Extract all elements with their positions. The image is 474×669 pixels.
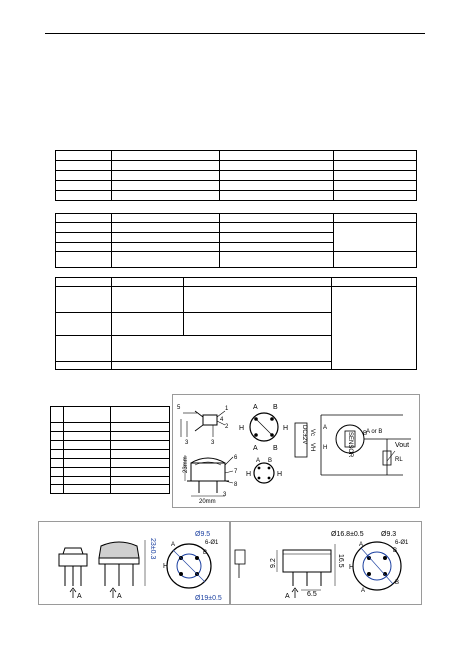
dimension-drawing-left bbox=[39, 522, 229, 604]
vc-label: Vc bbox=[309, 429, 315, 437]
dim-right-dia1: Ø16.8±0.5 bbox=[331, 531, 364, 538]
callout-7: 7 bbox=[234, 469, 238, 475]
pin-b-top: B bbox=[273, 404, 278, 411]
dim-23mm: 23mm bbox=[183, 456, 189, 473]
pin-b-bot: B bbox=[273, 445, 278, 452]
view-a-2: A bbox=[117, 593, 122, 600]
spec-table-2 bbox=[55, 213, 417, 268]
dim-left-a: A bbox=[171, 542, 176, 548]
dim-left-pin: 6-Ø1 bbox=[205, 540, 219, 546]
vc-sub: DC±2V bbox=[301, 425, 307, 445]
circuit-a: A bbox=[323, 425, 328, 431]
dim-right-height: 16.5 bbox=[337, 554, 344, 568]
dim-left-dia2: Ø19±0.5 bbox=[195, 595, 222, 602]
dim-right-b: B bbox=[393, 548, 398, 554]
callout-3a: 3 bbox=[185, 440, 189, 446]
dim-right-dia2: Ø9.3 bbox=[381, 531, 397, 538]
pin-a2: A bbox=[256, 458, 261, 464]
pin-h-right: H bbox=[283, 425, 289, 432]
pin-a-bot: A bbox=[253, 445, 258, 452]
view-a-1: A bbox=[77, 593, 82, 600]
dim-left-height: 23±0.3 bbox=[149, 538, 156, 560]
pin-h2-left: H bbox=[246, 471, 252, 478]
vh-label: VH bbox=[309, 443, 315, 452]
circuit-h: H bbox=[323, 445, 328, 451]
callout-3b: 3 bbox=[211, 440, 215, 446]
callout-2: 2 bbox=[225, 424, 229, 430]
dim-right-a: A bbox=[359, 542, 364, 548]
structure-drawing bbox=[173, 395, 419, 507]
pin-a-top: A bbox=[253, 404, 258, 411]
dim-20mm: 20mm bbox=[199, 499, 216, 505]
spec-table-1 bbox=[55, 150, 417, 201]
callout-8: 8 bbox=[234, 482, 238, 488]
dim-right-a2: A bbox=[361, 588, 366, 594]
circuit-ab: A or B bbox=[366, 429, 383, 435]
dim-left-b: B bbox=[203, 550, 208, 556]
dim-right-h: H bbox=[349, 564, 355, 571]
spec-table-3 bbox=[55, 277, 417, 370]
rl-label: RL bbox=[395, 457, 403, 463]
pin-h2-right: H bbox=[277, 471, 283, 478]
callout-1: 1 bbox=[225, 406, 229, 412]
vout-label: Vout bbox=[395, 442, 410, 449]
dimension-panel-right bbox=[230, 521, 422, 605]
dim-right-pitch: 6.5 bbox=[307, 591, 317, 598]
dim-left-dia1: Ø9.5 bbox=[195, 531, 211, 538]
callout-4: 4 bbox=[220, 417, 224, 423]
dimension-panel-left bbox=[38, 521, 230, 605]
dim-right-pin: 6-Ø1 bbox=[395, 540, 409, 546]
circuit-b: B bbox=[363, 431, 368, 437]
pin-h-left: H bbox=[239, 425, 245, 432]
pin-b2: B bbox=[268, 458, 273, 464]
view-a-3: A bbox=[285, 593, 290, 600]
dim-right-pin-h: 9.2 bbox=[270, 558, 277, 568]
callout-5: 5 bbox=[177, 405, 181, 411]
header-rule bbox=[45, 33, 425, 34]
callout-6: 6 bbox=[234, 455, 238, 461]
sensor-label: SENSOR bbox=[347, 432, 353, 458]
structure-circuit-panel bbox=[172, 394, 420, 508]
parts-table bbox=[50, 406, 170, 494]
dim-right-b2: B bbox=[395, 580, 400, 586]
callout-3c: 3 bbox=[223, 492, 227, 498]
dimension-drawing-right bbox=[231, 522, 421, 604]
dim-left-h: H bbox=[163, 563, 169, 570]
